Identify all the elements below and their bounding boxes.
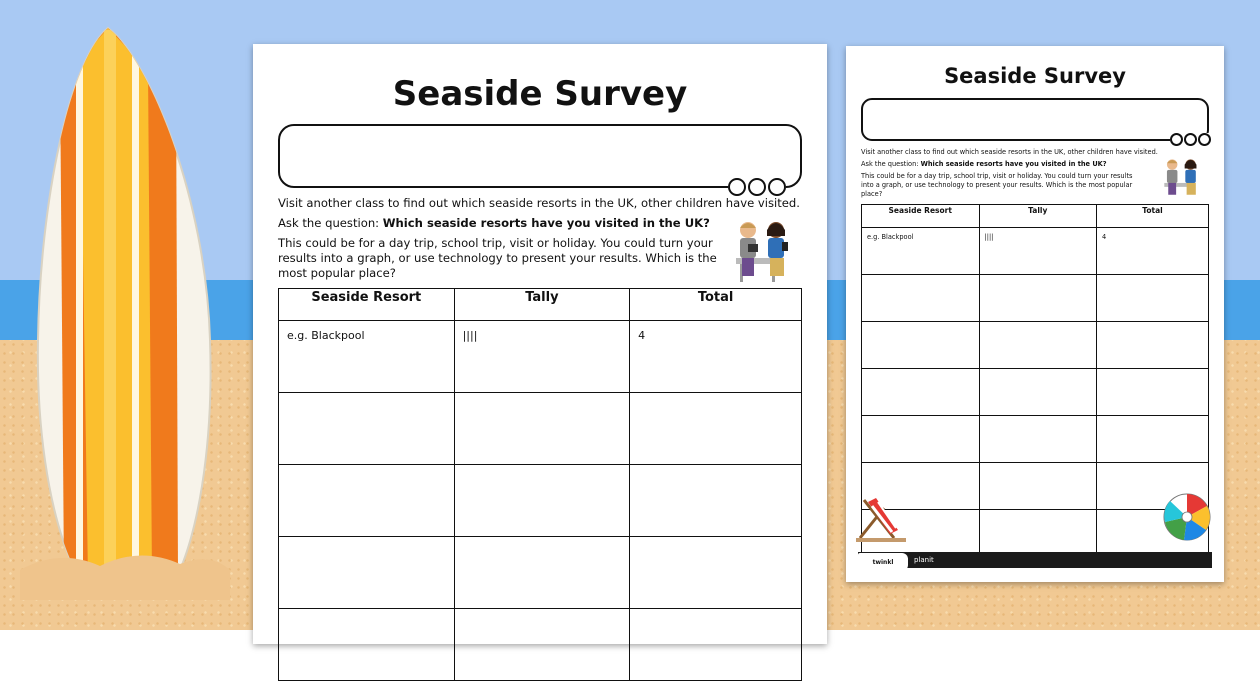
cell-resort-example[interactable]: e.g. Blackpool	[279, 321, 455, 393]
table-cell[interactable]	[630, 393, 802, 465]
thought-bubble-circles	[728, 178, 786, 196]
children-illustration	[728, 220, 804, 284]
instruction-question	[278, 216, 802, 231]
thought-bubble-circles	[1170, 133, 1211, 146]
table-row	[279, 321, 802, 393]
cell-tally-example[interactable]: ||||	[979, 228, 1097, 275]
header-total: Total	[630, 289, 802, 321]
table-row	[279, 393, 802, 465]
table-cell[interactable]	[630, 609, 802, 681]
planit-label: planit	[914, 556, 934, 564]
table-cell[interactable]	[630, 465, 802, 537]
table-cell[interactable]	[1097, 369, 1209, 416]
beach-ball-illustration	[1162, 492, 1212, 542]
table-cell[interactable]	[1097, 275, 1209, 322]
worksheet-title: Seaside Survey	[944, 64, 1126, 88]
header-total: Total	[1097, 205, 1209, 228]
header-seaside-resort: Seaside Resort	[862, 205, 980, 228]
cell-resort-example[interactable]: e.g. Blackpool	[862, 228, 980, 275]
table-cell[interactable]	[279, 609, 455, 681]
survey-table	[278, 288, 802, 681]
worksheet-large	[253, 44, 827, 644]
question-prefix: Ask the question:	[861, 160, 921, 168]
bubble-circle	[728, 178, 746, 196]
table-cell[interactable]	[1097, 416, 1209, 463]
bubble-circle	[1184, 133, 1197, 146]
question-text: Which seaside resorts have you visited in the UK?	[920, 160, 1107, 168]
cell-total-example[interactable]: 4	[1097, 228, 1209, 275]
table-row	[862, 275, 1209, 322]
table-row	[862, 463, 1209, 510]
name-box[interactable]	[861, 98, 1209, 141]
table-row	[862, 322, 1209, 369]
table-row	[862, 416, 1209, 463]
children-illustration	[1159, 158, 1209, 200]
question-prefix: Ask the question:	[278, 216, 383, 230]
table-row	[279, 609, 802, 681]
cell-tally-example[interactable]: ||||	[454, 321, 630, 393]
table-cell[interactable]	[630, 537, 802, 609]
worksheet-small	[846, 46, 1224, 582]
table-cell[interactable]	[279, 393, 455, 465]
table-row	[279, 537, 802, 609]
instruction-line-1: Visit another class to find out which seaside resorts in the UK, other children have visited.	[861, 148, 1158, 156]
header-tally: Tally	[979, 205, 1097, 228]
cell-total-example[interactable]: 4	[630, 321, 802, 393]
instructions	[278, 196, 802, 281]
survey-table	[861, 204, 1209, 557]
instructions	[861, 148, 1209, 199]
table-cell[interactable]	[454, 465, 630, 537]
instruction-question	[861, 160, 1209, 169]
table-row	[862, 228, 1209, 275]
table-cell[interactable]	[279, 465, 455, 537]
bubble-circle	[1170, 133, 1183, 146]
surfboard-illustration	[0, 0, 260, 630]
bubble-circle	[748, 178, 766, 196]
table-cell[interactable]	[862, 369, 980, 416]
table-cell[interactable]	[862, 416, 980, 463]
table-cell[interactable]	[979, 463, 1097, 510]
table-cell[interactable]	[979, 369, 1097, 416]
bubble-circle	[1198, 133, 1211, 146]
twinkl-logo: twinkl	[858, 553, 908, 571]
name-box[interactable]	[278, 124, 802, 188]
bubble-circle	[768, 178, 786, 196]
deckchair-illustration	[854, 494, 908, 548]
table-cell[interactable]	[979, 322, 1097, 369]
instruction-line-3: This could be for a day trip, school trip, visit or holiday. You could turn your results into a graph, or use technology to present your results. Which is the most popular place?	[278, 236, 717, 280]
table-cell[interactable]	[454, 393, 630, 465]
header-tally: Tally	[454, 289, 630, 321]
table-row	[279, 465, 802, 537]
footer-bar	[858, 552, 1212, 568]
table-cell[interactable]	[454, 609, 630, 681]
table-cell[interactable]	[279, 537, 455, 609]
table-cell[interactable]	[979, 416, 1097, 463]
table-cell[interactable]	[979, 510, 1097, 557]
table-row	[862, 369, 1209, 416]
instruction-line-1: Visit another class to find out which seaside resorts in the UK, other children have visited.	[278, 196, 800, 210]
table-cell[interactable]	[979, 275, 1097, 322]
table-cell[interactable]	[862, 275, 980, 322]
table-cell[interactable]	[1097, 322, 1209, 369]
question-text: Which seaside resorts have you visited in the UK?	[382, 216, 710, 230]
instruction-line-3: This could be for a day trip, school trip, visit or holiday. You could turn your results into a graph, or use technology to present your results. Which is the most popular place?	[861, 172, 1133, 198]
table-cell[interactable]	[454, 537, 630, 609]
worksheet-title: Seaside Survey	[392, 74, 688, 114]
table-cell[interactable]	[862, 322, 980, 369]
table-row	[862, 510, 1209, 557]
header-seaside-resort: Seaside Resort	[279, 289, 455, 321]
